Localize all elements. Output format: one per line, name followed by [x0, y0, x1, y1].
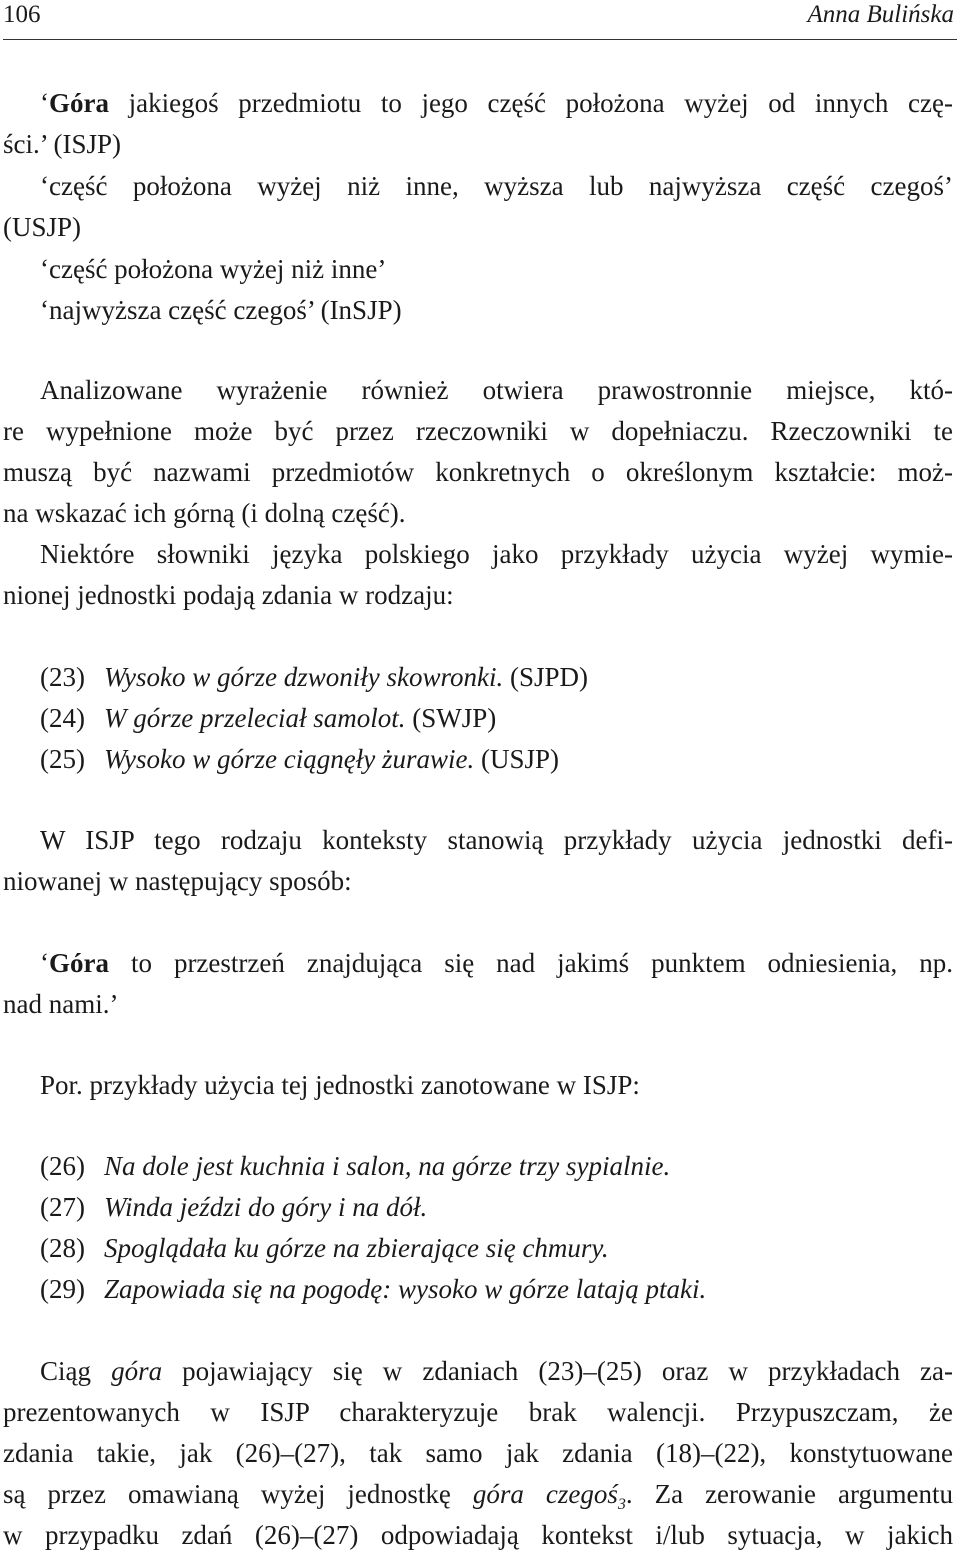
paragraph-1-line-2: re wypełnione może być przez rzeczowniki w dopełniaczu. Rzeczowniki te — [3, 416, 953, 446]
example-24: (24) W górze przeleciał samolot. (SWJP) — [40, 703, 497, 733]
paragraph-2-line-2: niowanej w następujący sposób: — [3, 866, 352, 896]
paragraph-4-line-5: w przypadku zdań (26)–(27) odpowiadają kontekst i/lub sytuacja, w jakich — [3, 1520, 953, 1550]
paragraph-4-line-1: Ciąg góra pojawiający się w zdaniach (23)–(25) oraz w przykładach za- — [40, 1356, 953, 1386]
paragraph-3: Por. przykłady użycia tej jednostki zanotowane w ISJP: — [40, 1070, 640, 1100]
example-23: (23) Wysoko w górze dzwoniły skowronki. (SJPD) — [40, 662, 589, 692]
example-25: (25) Wysoko w górze ciągnęły żurawie. (USJP) — [40, 744, 559, 774]
definition-2-line-2: nad nami.’ — [3, 989, 119, 1019]
paragraph-1-line-1: Analizowane wyrażenie również otwiera prawostronnie miejsce, któ- — [40, 375, 953, 405]
header-rule — [3, 39, 957, 40]
example-26: (26) Na dole jest kuchnia i salon, na górze trzy sypialnie. — [40, 1151, 671, 1181]
running-head-author: Anna Bulińska — [807, 1, 954, 28]
example-27: (27) Winda jeździ do góry i na dół. — [40, 1192, 428, 1222]
definition-isjp-line1: ‘Góra jakiegoś przedmiotu to jego część położona wyżej od innych czę- — [40, 88, 953, 118]
definition-2-term: Góra — [49, 948, 109, 978]
example-29: (29) Zapowiada się na pogodę: wysoko w górze latają ptaki. — [40, 1274, 707, 1304]
page-header — [0, 0, 960, 40]
paragraph-1-line-5: Niektóre słowniki języka polskiego jako przykłady użycia wyżej wymie- — [40, 539, 953, 569]
paragraph-4-line-2: prezentowanych w ISJP charakteryzuje brak walencji. Przypuszczam, że — [3, 1397, 953, 1427]
definition-2-line-1: ‘Góra to przestrzeń znajdująca się nad jakimś punktem odniesienia, np. — [40, 948, 953, 978]
example-28: (28) Spoglądała ku górze na zbierające się chmury. — [40, 1233, 609, 1263]
definition-usjp-line1: ‘część położona wyżej niż inne, wyższa lub najwyższa część czegoś’ — [40, 171, 953, 201]
paragraph-4-line-4: są przez omawianą wyżej jednostkę góra czegoś$_3$. Za zerowanie argumentu — [3, 1479, 953, 1513]
page-number: 106 — [3, 1, 41, 28]
definition-insjp-line2: ‘najwyższa część czegoś’ (InSJP) — [40, 295, 402, 325]
paragraph-1-line-4: na wskazać ich górną (i dolną część). — [3, 498, 406, 528]
definition-term: Góra — [49, 88, 109, 118]
definition-usjp-line2: (USJP) — [3, 212, 82, 242]
paragraph-4-line-3: zdania takie, jak (26)–(27), tak samo jak zdania (18)–(22), konstytuowane — [3, 1438, 953, 1468]
definition-insjp-line1: ‘część położona wyżej niż inne’ — [40, 254, 387, 284]
paragraph-2-line-1: W ISJP tego rodzaju konteksty stanowią przykłady użycia jednostki defi- — [40, 825, 953, 855]
definition-isjp-line2: ści.’ (ISJP) — [3, 129, 121, 159]
paragraph-1-line-3: muszą być nazwami przedmiotów konkretnych o określonym kształcie: moż- — [3, 457, 953, 487]
paragraph-1-line-6: nionej jednostki podają zdania w rodzaju: — [3, 580, 454, 610]
